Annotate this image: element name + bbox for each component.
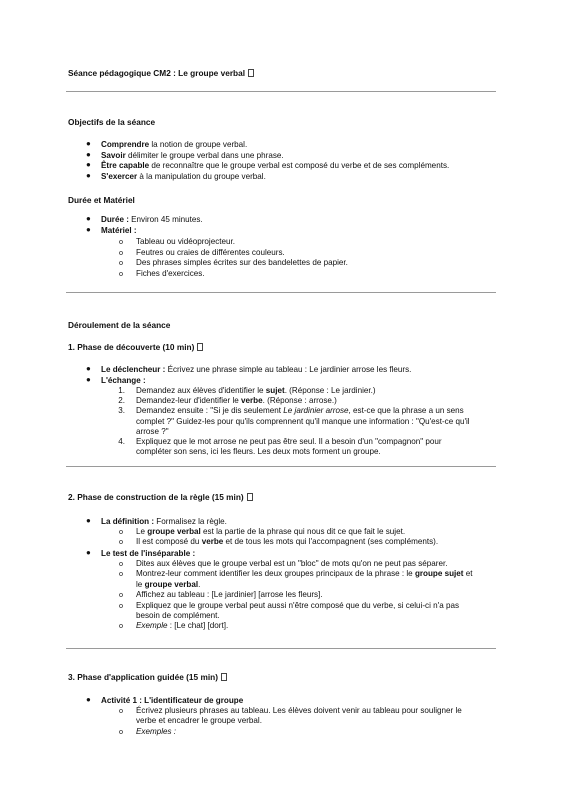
materiel-subitem: Fiches d'exercices. xyxy=(136,268,205,278)
phase1-heading-text: 1. Phase de découverte (10 min) xyxy=(68,342,195,352)
materiel-subitem: Tableau ou vidéoprojecteur. xyxy=(136,237,235,246)
phase3-heading xyxy=(68,672,227,682)
filled-bullet-icon: ● xyxy=(86,170,91,180)
hollow-circle-icon: o xyxy=(119,268,123,278)
step-number: 1. xyxy=(118,386,125,395)
test-subitem: Montrez-leur comment identifier les deux groupes principaux de la phrase : le groupe sujet et xyxy=(136,569,473,579)
step-text-line: Demandez ensuite : "Si je dis seulement Le jardinier arrose, est-ce que la phrase a un sens xyxy=(136,406,464,416)
filled-bullet-icon: ● xyxy=(86,139,91,148)
step-number: 2. xyxy=(118,396,125,406)
divider xyxy=(66,292,496,293)
hollow-circle-icon: o xyxy=(119,247,123,257)
duree-label: Durée : xyxy=(101,215,129,224)
hollow-circle-icon: o xyxy=(119,621,123,631)
hollow-circle-icon: o xyxy=(119,537,123,547)
hollow-circle-icon: o xyxy=(119,258,123,267)
test-subitem: Affichez au tableau : [Le jardinier] [arrose les fleurs]. xyxy=(136,590,323,600)
test-subitem: Exemple : [Le chat] [dort]. xyxy=(136,621,229,631)
test-item xyxy=(101,549,195,559)
missing-glyph-box-icon xyxy=(197,343,203,351)
duree-text: Environ 45 minutes. xyxy=(128,215,203,224)
missing-glyph-box-icon xyxy=(247,493,253,501)
materiel-subitem: Des phrases simples écrites sur des bandelettes de papier. xyxy=(136,258,348,267)
objectif-item: S'exercer à la manipulation du groupe verbal. xyxy=(101,171,266,181)
test-subitem: Expliquez que le groupe verbal peut aussi n'être composé que du verbe, si celui-ci n'a pas xyxy=(136,600,459,610)
echange-label: L'échange : xyxy=(101,376,146,385)
phase1-heading xyxy=(68,342,203,352)
section-heading-deroulement: Déroulement de la séance xyxy=(68,320,171,330)
divider xyxy=(66,648,496,649)
materiel-subitem: Feutres ou craies de différentes couleurs. xyxy=(136,247,285,257)
activite-subitem: Écrivez plusieurs phrases au tableau. Les élèves doivent venir au tableau pour souligner le xyxy=(136,706,462,715)
definition-text: Formalisez la règle. xyxy=(154,517,227,526)
definition-subitem: Le groupe verbal est la partie de la phrase qui nous dit ce que fait le sujet. xyxy=(136,527,406,536)
phase2-heading xyxy=(68,492,253,502)
duree-item xyxy=(101,215,203,225)
definition-item xyxy=(101,517,227,527)
hollow-circle-icon: o xyxy=(119,600,123,610)
activite-item xyxy=(101,696,243,706)
divider xyxy=(66,466,496,467)
activite-subitem: Exemples : xyxy=(136,726,177,736)
step-text-line: Demandez-leur d'identifier le verbe. (Réponse : arrose.) xyxy=(136,396,337,406)
declencheur-text: Écrivez une phrase simple au tableau : Le jardinier arrose les fleurs. xyxy=(165,365,412,374)
step-text-line: Expliquez que le mot arrose ne peut pas être seul. Il a besoin d'un "compagnon" pour xyxy=(136,437,442,446)
echange-item xyxy=(101,376,146,386)
filled-bullet-icon: ● xyxy=(86,149,91,159)
hollow-circle-icon: o xyxy=(119,569,123,579)
hollow-circle-icon: o xyxy=(119,559,123,568)
step-text-line: compléter son sens, ici les fleurs. Les deux mots forment un groupe. xyxy=(136,447,381,457)
missing-glyph-box-icon xyxy=(221,673,227,681)
definition-label: La définition : xyxy=(101,517,155,526)
section-heading-duree: Durée et Matériel xyxy=(68,195,135,205)
declencheur-label: Le déclencheur : xyxy=(101,365,166,374)
test-subitem: le groupe verbal. xyxy=(136,579,201,589)
objectif-item: Comprendre la notion de groupe verbal. xyxy=(101,140,248,149)
test-subitem: Dites aux élèves que le groupe verbal est un "bloc" de mots qu'on ne peut pas séparer. xyxy=(136,559,448,568)
filled-bullet-icon: ● xyxy=(86,375,91,384)
definition-subitem: Il est composé du verbe et de tous les mots qui l'accompagnent (ses compléments). xyxy=(136,537,439,547)
filled-bullet-icon: ● xyxy=(86,160,91,169)
page-title xyxy=(68,68,254,78)
filled-bullet-icon: ● xyxy=(86,548,91,557)
materiel-label: Matériel : xyxy=(101,226,137,235)
hollow-circle-icon: o xyxy=(119,527,123,536)
test-subitem: besoin de complément. xyxy=(136,611,220,620)
page-title-text: Séance pédagogique CM2 : Le groupe verbal xyxy=(68,68,246,78)
filled-bullet-icon: ● xyxy=(86,695,91,704)
hollow-circle-icon: o xyxy=(119,237,123,246)
phase3-heading-text: 3. Phase d'application guidée (15 min) xyxy=(68,672,218,682)
divider xyxy=(66,91,496,92)
objectif-item: Savoir délimiter le groupe verbal dans une phrase. xyxy=(101,150,284,160)
filled-bullet-icon: ● xyxy=(86,214,91,223)
step-text-line: complet ?" Guidez-les pour qu'ils comprennent qu'il manque une information : "Qu'est-ce qu'il xyxy=(136,416,470,426)
test-label: Le test de l'inséparable : xyxy=(101,549,196,558)
step-text-line: arrose ?" xyxy=(136,426,169,436)
step-number: 4. xyxy=(118,437,125,446)
hollow-circle-icon: o xyxy=(119,706,123,715)
activite-label: Activité 1 : L'identificateur de groupe xyxy=(101,696,244,705)
step-number: 3. xyxy=(118,406,125,416)
objectif-item: Être capable de reconnaître que le groupe verbal est composé du verbe et de ses compléments. xyxy=(101,161,450,170)
step-text-line: Demandez aux élèves d'identifier le sujet. (Réponse : Le jardinier.) xyxy=(136,386,376,395)
filled-bullet-icon: ● xyxy=(86,225,91,234)
materiel-item xyxy=(101,226,137,236)
activite-subitem: verbe et encadrer le groupe verbal. xyxy=(136,716,262,726)
hollow-circle-icon: o xyxy=(119,590,123,600)
missing-glyph-box-icon xyxy=(248,69,254,77)
section-heading-objectifs: Objectifs de la séance xyxy=(68,117,156,127)
filled-bullet-icon: ● xyxy=(86,516,91,525)
declencheur-item xyxy=(101,365,411,375)
phase2-heading-text: 2. Phase de construction de la règle (15 min) xyxy=(68,492,244,502)
filled-bullet-icon: ● xyxy=(86,364,91,373)
hollow-circle-icon: o xyxy=(119,726,123,736)
